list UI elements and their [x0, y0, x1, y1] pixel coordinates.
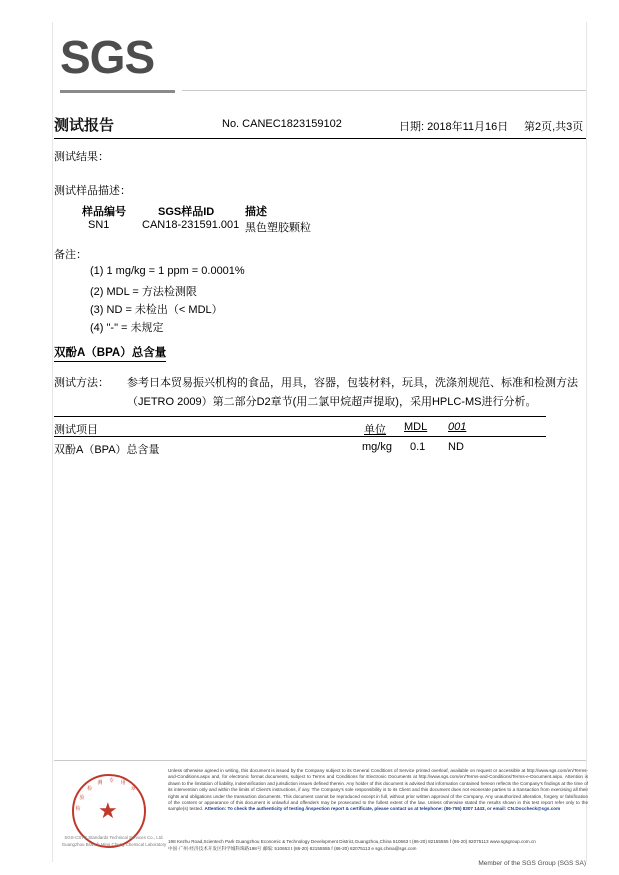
test-method-label: 测试方法： — [54, 377, 109, 389]
footer-address — [168, 838, 588, 852]
sample-row-id: CAN18-231591.001 — [142, 219, 240, 231]
note-item: (3) ND = 未检出（< MDL） — [90, 304, 223, 316]
note-item: (1) 1 mg/kg = 1 ppm = 0.0001% — [90, 265, 245, 277]
star-icon: ★ — [98, 798, 118, 823]
test-method-text: 参考日本贸易振兴机构的食品，用具，容器，包装材料，玩具，洗涤剂规范、标准和检测方法（JETRO 2009）第二部分D2章节(用二氯甲烷超声提取)，采用HPLC-MS进行分析。 — [127, 377, 578, 408]
footer-disclaimer-text: Unless otherwise agreed in writing, this document is issued by the Company subject to its General Conditions of Service printed overleaf, available on request or accessible at http://www.sgs.com/en/Terms-and-Conditions.aspx and, for electronic format documents, subject to Terms and Conditions for Electronic Documents at http://www.sgs.com/en/Terms-and-Conditions/Terms-e-Document.aspx. Attention is drawn to the limitation of liability, indemnification and jurisdiction issues defined therein. Any holder of this document is advised that information contained hereon reflects the Company's findings at the time of its intervention only and within the limits of Client's instructions, if any. The Company's sole responsibility is to its Client and this document does not exonerate parties to a transaction from exercising all their rights and obligations under the transaction documents. This document cannot be reproduced except in full, without prior written approval of the Company. Any unauthorized alteration, forgery or falsification of the content or appearance of this document is unlawful and offenders may be prosecuted to the fullest extent of the law. Unless otherwise stated the results shown in this test report refer only to the sample(s) tested. — [168, 768, 588, 812]
results-label: 测试结果： — [54, 151, 109, 163]
report-number: No. CANEC1823159102 — [222, 118, 342, 130]
stamp-caption-line: SGS-CSTC Standards Technical Services Co., Ltd. — [64, 835, 164, 840]
sample-table-header-no: 样品编号 — [82, 206, 126, 218]
sample-description-label: 测试样品描述： — [54, 185, 131, 197]
footer-divider — [54, 760, 586, 761]
page-right-rule — [586, 22, 587, 862]
sgs-logo-text: SGS — [60, 31, 155, 83]
footer-address-cn: 中国·广州·经济技术开发区科学城科珠路198号 邮编: 510663 t (86-20) 82155555 f (86-20) 82075113 e sgs.china@sgs.com — [168, 846, 417, 851]
remark-label: 备注： — [54, 249, 87, 261]
page-number: 第2页,共3页 — [524, 121, 584, 133]
page-left-rule — [52, 22, 53, 862]
logo-underline-bar — [60, 90, 175, 93]
report-header-row — [54, 114, 586, 136]
logo-underline-thin — [182, 90, 586, 91]
result-row-item: 双酚A（BPA）总含量 — [54, 444, 160, 456]
official-stamp — [60, 772, 168, 858]
stamp-caption — [60, 834, 168, 848]
sgs-logo — [60, 31, 180, 90]
stamp-caption-line: Guangzhou Branch Ming Cheng Chemical Laboratory — [61, 842, 167, 847]
report-date: 日期: 2018年11月16日 — [399, 121, 509, 133]
footer-disclaimer — [168, 768, 588, 813]
footer-address-en: 198 Kezhu Road,Scientech Park Guangzhou Economic & Technology Development District,Guangzhou,China 510663 t (86-20) 82155555 f (86-20) 82075113 www.sgsgroup.com.cn — [168, 839, 536, 844]
sample-row-no: SN1 — [88, 219, 110, 231]
result-header-item: 测试项目 — [54, 424, 98, 436]
page-title: 测试报告 — [54, 117, 115, 134]
stamp-ring-text: 检 验 检 测 专 用 章 — [75, 778, 136, 813]
result-row-value: ND — [448, 441, 464, 453]
note-item: (2) MDL = 方法检测限 — [90, 286, 197, 298]
sample-row-desc: 黑色塑胶颗粒 — [245, 222, 311, 234]
result-table-bottom-rule — [54, 436, 546, 437]
result-header-unit: 单位 — [364, 424, 386, 436]
result-header-mdl: MDL — [404, 421, 428, 433]
result-table-top-rule — [54, 416, 546, 417]
result-row-mdl: 0.1 — [410, 441, 426, 453]
result-row-unit: mg/kg — [362, 441, 392, 453]
sample-table-header-id: SGS样品ID — [158, 206, 215, 218]
section-heading-bpa: 双酚A（BPA）总含量 — [54, 344, 166, 362]
result-header-sample-001: 001 — [448, 421, 467, 433]
header-divider — [54, 138, 586, 139]
footer-member-note: Member of the SGS Group (SGS SA) — [478, 860, 586, 867]
sample-table-header-desc: 描述 — [245, 206, 267, 218]
note-item: (4) "-" = 未规定 — [90, 322, 164, 334]
footer-attention-text[interactable]: Attention: To check the authenticity of testing /inspection report & certificate, please contact us at telephone: (86-755) 8307 1443, or email: CN.Doccheck@sgs.com — [204, 806, 561, 812]
